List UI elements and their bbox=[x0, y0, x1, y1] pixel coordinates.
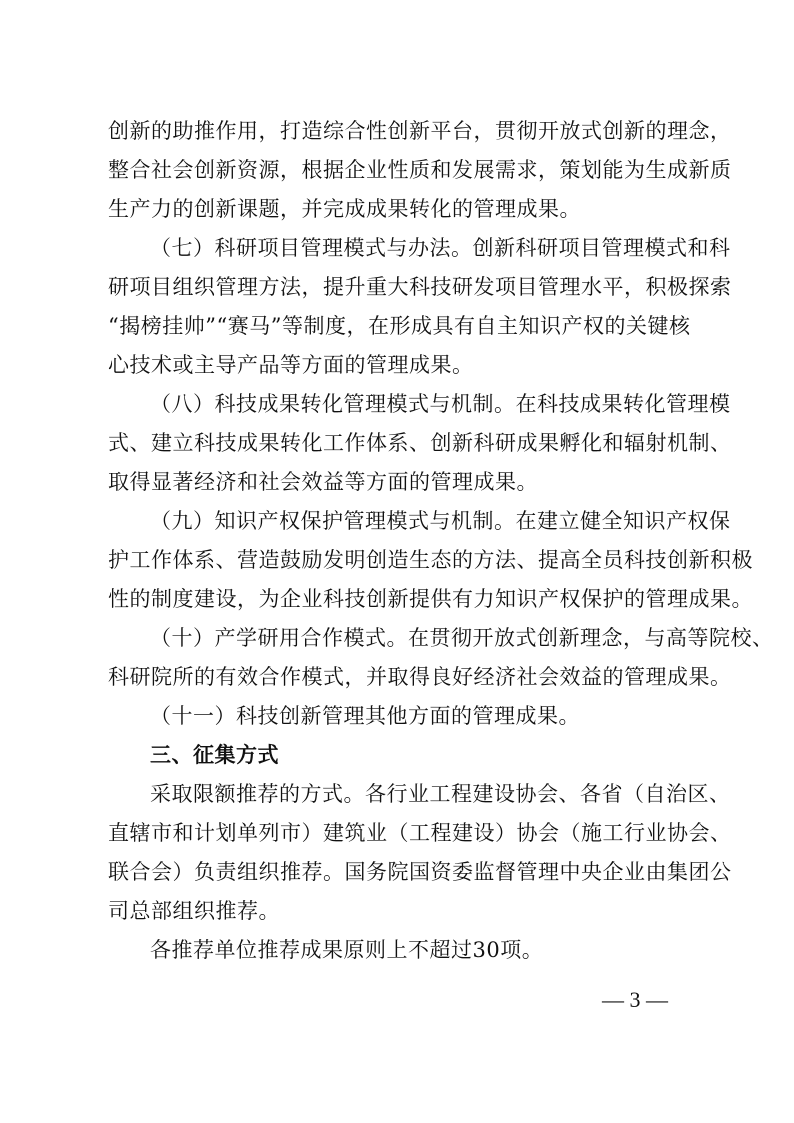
paragraph-line: 整合社会创新资源，根据企业性质和发展需求，策划能为生成新质 bbox=[108, 158, 732, 182]
paragraph-line: 司总部组织推荐。 bbox=[108, 899, 280, 923]
paragraph-line: 科研院所的有效合作模式，并取得良好经济社会效益的管理成果。 bbox=[108, 665, 732, 689]
section-eleven-title-line: （十一）科技创新管理其他方面的管理成果。 bbox=[150, 704, 580, 728]
section-ten-title-line: （十）产学研用合作模式。在贯彻开放式创新理念，与高等院校、 bbox=[150, 626, 774, 650]
page-number: — 3 — bbox=[602, 987, 668, 1012]
paragraph-line: “揭榜挂帅”“赛马”等制度，在形成具有自主知识产权的关键核 bbox=[108, 314, 691, 338]
paragraph-line: 取得显著经济和社会效益等方面的管理成果。 bbox=[108, 470, 538, 494]
paragraph-line: 采取限额推荐的方式。各行业工程建设协会、各省（自治区、 bbox=[150, 782, 731, 806]
paragraph-line: 护工作体系、营造鼓励发明创造生态的方法、提高全员科技创新积极 bbox=[108, 548, 753, 572]
section-eight-title-line: （八）科技成果转化管理模式与机制。在科技成果转化管理模 bbox=[150, 392, 731, 416]
paragraph-line: 联合会）负责组织推荐。国务院国资委监督管理中央企业由集团公 bbox=[108, 860, 732, 884]
paragraph-line: 各推荐单位推荐成果原则上不超过30项。 bbox=[150, 938, 544, 962]
paragraph-line: 式、建立科技成果转化工作体系、创新科研成果孵化和辐射机制、 bbox=[108, 431, 732, 455]
paragraph-line: 生产力的创新课题，并完成成果转化的管理成果。 bbox=[108, 197, 581, 221]
paragraph-line: 创新的助推作用，打造综合性创新平台，贯彻开放式创新的理念， bbox=[108, 119, 732, 143]
section-seven-title-line: （七）科研项目管理模式与办法。创新科研项目管理模式和科 bbox=[150, 236, 731, 260]
paragraph-line: 心技术或主导产品等方面的管理成果。 bbox=[108, 353, 474, 377]
section-heading-collection-method: 三、征集方式 bbox=[150, 743, 279, 767]
paragraph-line: 性的制度建设，为企业科技创新提供有力知识产权保护的管理成果。 bbox=[108, 587, 753, 611]
paragraph-line: 直辖市和计划单列市）建筑业（工程建设）协会（施工行业协会、 bbox=[108, 821, 732, 845]
paragraph-line: 研项目组织管理方法，提升重大科技研发项目管理水平，积极探索 bbox=[108, 275, 732, 299]
section-nine-title-line: （九）知识产权保护管理模式与机制。在建立健全知识产权保 bbox=[150, 509, 731, 533]
